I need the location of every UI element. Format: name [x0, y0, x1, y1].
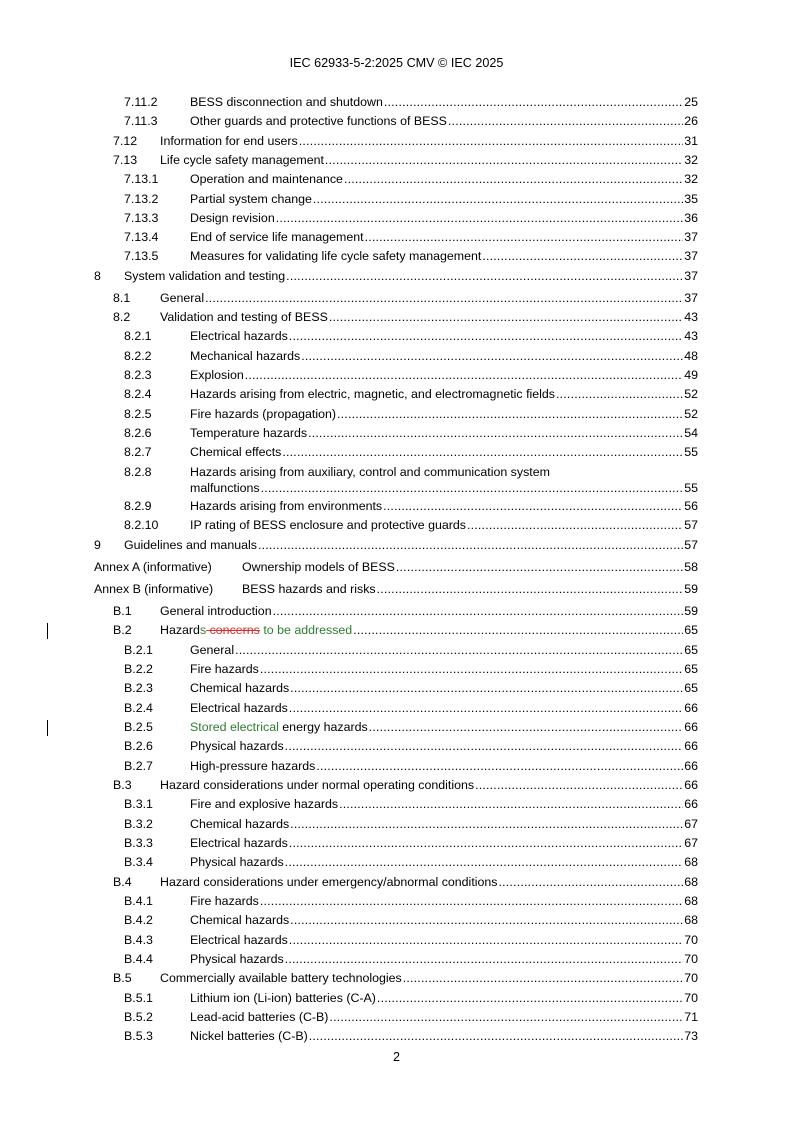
dot-leader: [273, 603, 684, 620]
dot-leader: [235, 642, 683, 659]
toc-title: General: [160, 291, 205, 305]
toc-entry-7-12[interactable]: [0, 133, 793, 150]
dot-leader: [245, 367, 683, 384]
toc-page: 66: [684, 797, 698, 811]
toc-entry-annex-a[interactable]: [0, 559, 793, 576]
toc-entry-b-5-3[interactable]: [0, 1028, 793, 1045]
toc-page: 65: [684, 623, 698, 637]
toc-title: IP rating of BESS enclosure and protective guards: [190, 518, 466, 532]
toc-number: B.4.4: [124, 952, 153, 966]
toc-number: 7.13.2: [124, 192, 159, 206]
toc-title: Explosion: [190, 368, 244, 382]
toc-page: 71: [684, 1010, 698, 1024]
dot-leader: [261, 480, 684, 497]
dot-leader: [316, 758, 683, 775]
dot-leader: [289, 328, 683, 345]
toc-number: 7.13.5: [124, 249, 159, 263]
toc-title: Physical hazards: [190, 739, 284, 753]
toc-entry-b-4-3[interactable]: [0, 932, 793, 949]
toc-entry-b-2[interactable]: [0, 622, 793, 639]
toc-number: 8.2.9: [124, 499, 152, 513]
toc-entry-7-13-4[interactable]: [0, 229, 793, 246]
toc-page: 52: [684, 407, 698, 421]
toc-title: Electrical hazards: [190, 701, 288, 715]
dot-leader: [448, 113, 683, 130]
toc-entry-8-2[interactable]: [0, 309, 793, 326]
toc-number: 7.13: [113, 153, 138, 167]
dot-leader: [384, 94, 683, 111]
toc-page: 59: [684, 604, 698, 618]
toc-entry-8-2-10[interactable]: [0, 517, 793, 534]
toc-title: Nickel batteries (C-B): [190, 1029, 308, 1043]
toc-page: 57: [684, 538, 698, 552]
toc-entry-b-2-3[interactable]: [0, 680, 793, 697]
dot-leader: [475, 777, 683, 794]
toc-page: 68: [684, 855, 698, 869]
toc-number: 8.2.4: [124, 387, 152, 401]
toc-entry-b-3-4[interactable]: [0, 854, 793, 871]
toc-entry-b-5-2[interactable]: [0, 1009, 793, 1026]
toc-title: Physical hazards: [190, 855, 284, 869]
toc-title: Commercially available battery technologies: [160, 971, 402, 985]
toc-page: 70: [684, 991, 698, 1005]
toc-entry-b-3-3[interactable]: [0, 835, 793, 852]
toc-title: Mechanical hazards: [190, 349, 301, 363]
toc-title: System validation and testing: [124, 269, 286, 283]
toc-title: Partial system change: [190, 192, 312, 206]
dot-leader: [344, 171, 683, 188]
toc-number: 8.1: [113, 291, 131, 305]
toc-entry-7-13-3[interactable]: [0, 210, 793, 227]
toc-page: 25: [684, 95, 698, 109]
toc-page: 26: [684, 114, 698, 128]
toc-page: 55: [684, 481, 698, 495]
toc-entry-7-11-3[interactable]: [0, 113, 793, 130]
toc-number: B.3.4: [124, 855, 153, 869]
dot-leader: [396, 559, 683, 576]
toc-page: 52: [684, 387, 698, 401]
dot-leader: [285, 738, 684, 755]
toc-entry-8-2-7[interactable]: [0, 444, 793, 461]
toc-title: Design revision: [190, 211, 275, 225]
toc-number: 8.2.2: [124, 349, 152, 363]
toc-entry-b-3-1[interactable]: [0, 796, 793, 813]
toc-title: Physical hazards: [190, 952, 284, 966]
dot-leader: [369, 719, 684, 736]
toc-page: 43: [684, 329, 698, 343]
toc-number: 8.2.1: [124, 329, 152, 343]
toc-title: BESS disconnection and shutdown: [190, 95, 383, 109]
toc-number: B.1: [113, 604, 132, 618]
toc-page: 43: [684, 310, 698, 324]
toc-page: 37: [684, 269, 698, 283]
toc-page: 57: [684, 518, 698, 532]
toc-title: Electrical hazards: [190, 933, 288, 947]
toc-page: 73: [684, 1029, 698, 1043]
toc-title: Ownership models of BESS: [242, 560, 395, 574]
toc-title: Lead-acid batteries (C-B): [190, 1010, 329, 1024]
toc-number: 7.11.3: [124, 114, 158, 128]
dot-leader: [258, 537, 683, 554]
toc-entry-8-2-1[interactable]: [0, 328, 793, 345]
dot-leader: [556, 386, 683, 403]
toc-entry-8-2-6[interactable]: [0, 425, 793, 442]
toc-title: Validation and testing of BESS: [160, 310, 328, 324]
toc-entry-b-2-6[interactable]: [0, 738, 793, 755]
toc-entry-b-2-4[interactable]: [0, 700, 793, 717]
toc-title: Electrical hazards: [190, 329, 288, 343]
toc-title: Information for end users: [160, 134, 298, 148]
toc-number: B.5.2: [124, 1010, 153, 1024]
toc-entry-8[interactable]: [0, 268, 793, 285]
dot-leader: [285, 951, 684, 968]
toc-entry-b-4[interactable]: [0, 874, 793, 891]
toc-entry-b-4-4[interactable]: [0, 951, 793, 968]
toc-entry-8-2-9[interactable]: [0, 498, 793, 515]
toc-number: 8.2.8: [124, 465, 152, 479]
toc-number: B.4.2: [124, 913, 153, 927]
dot-leader: [325, 152, 683, 169]
toc-number: B.3.1: [124, 797, 153, 811]
toc-title: Lithium ion (Li-ion) batteries (C-A): [190, 991, 376, 1005]
deleted-text: concerns: [206, 623, 260, 637]
dot-leader: [313, 191, 683, 208]
toc-number: Annex B (informative): [94, 582, 214, 596]
toc-page: 35: [684, 192, 698, 206]
toc-title-line2: malfunctions: [190, 481, 260, 495]
dot-leader: [285, 854, 684, 871]
toc-title-line1: Hazards arising from auxiliary, control and communication system: [190, 465, 550, 479]
toc-number: B.4.1: [124, 894, 153, 908]
toc-number: B.2.1: [124, 643, 153, 657]
toc-entry-b-3[interactable]: [0, 777, 793, 794]
toc-number: 7.13.3: [124, 211, 159, 225]
toc-page: 68: [684, 913, 698, 927]
toc-entry-b-1[interactable]: [0, 603, 793, 620]
toc-title: General introduction: [160, 604, 272, 618]
toc-entry-7-13-2[interactable]: [0, 191, 793, 208]
toc-number: B.3.3: [124, 836, 153, 850]
toc-page: 37: [684, 291, 698, 305]
title-base: Hazard: [160, 623, 200, 637]
dot-leader: [301, 348, 683, 365]
toc-page: 48: [684, 349, 698, 363]
toc-number: 8: [94, 269, 101, 283]
toc-number: B.2: [113, 623, 132, 637]
toc-number: B.2.2: [124, 662, 153, 676]
dot-leader: [329, 1009, 683, 1026]
toc-number: 7.13.4: [124, 230, 159, 244]
inserted-text: to be addressed: [259, 623, 353, 637]
toc-page: 68: [684, 894, 698, 908]
toc-page: 66: [684, 759, 698, 773]
dot-leader: [383, 498, 683, 515]
toc-entry-8-2-5[interactable]: [0, 406, 793, 423]
toc-page: 67: [684, 836, 698, 850]
toc-page: 67: [684, 817, 698, 831]
dot-leader: [403, 970, 683, 987]
toc-page: 65: [684, 662, 698, 676]
toc-title: Measures for validating life cycle safety management: [190, 249, 482, 263]
toc-title: Fire and explosive hazards: [190, 797, 339, 811]
toc-number: B.5: [113, 971, 132, 985]
toc-page: 31: [684, 134, 698, 148]
dot-leader: [337, 406, 683, 423]
toc-title: BESS hazards and risks: [242, 582, 376, 596]
toc-number: B.2.6: [124, 739, 153, 753]
toc-page: 58: [684, 560, 698, 574]
dot-leader: [365, 229, 684, 246]
toc-title: Fire hazards: [190, 894, 259, 908]
toc-page: 70: [684, 971, 698, 985]
toc-title: Chemical effects: [190, 445, 282, 459]
toc-entry-7-13-1[interactable]: [0, 171, 793, 188]
toc-number: B.4.3: [124, 933, 153, 947]
toc-number: B.5.1: [124, 991, 153, 1005]
dot-leader: [289, 932, 683, 949]
page-header: IEC 62933-5-2:2025 CMV © IEC 2025: [289, 56, 504, 70]
inserted-text: Stored electrical: [190, 720, 279, 734]
toc-title: Chemical hazards: [190, 913, 290, 927]
toc-title: End of service life management: [190, 230, 364, 244]
toc-entry-b-5-1[interactable]: [0, 990, 793, 1007]
dot-leader: [377, 990, 683, 1007]
toc-entry-b-2-2[interactable]: [0, 661, 793, 678]
toc-number: B.2.5: [124, 720, 153, 734]
toc-entry-7-13[interactable]: [0, 152, 793, 169]
toc-page: 49: [684, 368, 698, 382]
toc-title: Operation and maintenance: [190, 172, 343, 186]
dot-leader: [289, 700, 683, 717]
dot-leader: [286, 268, 683, 285]
dot-leader: [308, 425, 683, 442]
dot-leader: [276, 210, 683, 227]
dot-leader: [289, 835, 683, 852]
toc-entry-b-2-1[interactable]: [0, 642, 793, 659]
dot-leader: [290, 912, 683, 929]
toc-page: 66: [684, 739, 698, 753]
inserted-text: s: [199, 623, 207, 637]
dot-leader: [282, 444, 683, 461]
dot-leader: [339, 796, 683, 813]
dot-leader: [467, 517, 683, 534]
toc-page: 68: [684, 875, 698, 889]
toc-title: Hazards arising from electric, magnetic, and electromagnetic fields: [190, 387, 555, 401]
toc-page: 55: [684, 445, 698, 459]
toc-page: 54: [684, 426, 698, 440]
toc-entry-8-1[interactable]: [0, 290, 793, 307]
toc-entry-b-4-1[interactable]: [0, 893, 793, 910]
toc-title: Temperature hazards: [190, 426, 308, 440]
toc-number: 8.2.7: [124, 445, 152, 459]
toc-number: 8.2: [113, 310, 131, 324]
toc-page: 65: [684, 681, 698, 695]
dot-leader: [377, 581, 684, 598]
toc-number: B.2.7: [124, 759, 153, 773]
toc-title: High-pressure hazards: [190, 759, 316, 773]
toc-title: Guidelines and manuals: [124, 538, 257, 552]
toc-title: Hazard considerations under emergency/abnormal conditions: [160, 875, 498, 889]
toc-number: Annex A (informative): [94, 560, 212, 574]
toc-page: 32: [684, 172, 698, 186]
toc-title: Chemical hazards: [190, 681, 290, 695]
toc-page: 56: [684, 499, 698, 513]
toc-title: Electrical hazards: [190, 836, 288, 850]
toc-entry-b-3-2[interactable]: [0, 816, 793, 833]
toc-page: 66: [684, 720, 698, 734]
dot-leader: [205, 290, 683, 307]
dot-leader: [299, 133, 683, 150]
toc-number: B.2.4: [124, 701, 153, 715]
toc-number: B.3.2: [124, 817, 153, 831]
toc-page: 37: [684, 249, 698, 263]
toc-entry-b-4-2[interactable]: [0, 912, 793, 929]
toc-title: Hazards arising from environments: [190, 499, 383, 513]
toc-title: Hazard considerations under normal operating conditions: [160, 778, 475, 792]
page-number: 2: [392, 1050, 400, 1064]
dot-leader: [290, 816, 683, 833]
toc-entry-8-2-3[interactable]: [0, 367, 793, 384]
toc-entry-8-2-8[interactable]: [0, 464, 793, 500]
toc-number: B.4: [113, 875, 132, 889]
toc-page: 32: [684, 153, 698, 167]
toc-number: 7.11.2: [124, 95, 158, 109]
toc-page: 70: [684, 952, 698, 966]
dot-leader: [353, 622, 683, 639]
toc-title: Other guards and protective functions of BESS: [190, 114, 447, 128]
toc-number: B.3: [113, 778, 132, 792]
toc-entry-b-5[interactable]: [0, 970, 793, 987]
toc-title: Fire hazards: [190, 662, 259, 676]
toc-entry-7-13-5[interactable]: [0, 248, 793, 265]
dot-leader: [260, 661, 683, 678]
toc-number: 7.12: [113, 134, 138, 148]
toc-entry-8-2-2[interactable]: [0, 348, 793, 365]
dot-leader: [499, 874, 684, 891]
toc-page: 65: [684, 643, 698, 657]
toc-number: 8.2.3: [124, 368, 152, 382]
dot-leader: [309, 1028, 683, 1045]
toc-entry-9[interactable]: [0, 537, 793, 554]
toc-entry-7-11-2[interactable]: [0, 94, 793, 111]
toc-number: 9: [94, 538, 101, 552]
toc-number: 8.2.5: [124, 407, 152, 421]
toc-title: [160, 622, 352, 639]
dot-leader: [260, 893, 683, 910]
toc-title: [190, 719, 368, 736]
toc-entry-annex-b[interactable]: [0, 581, 793, 598]
toc-number: 8.2.10: [124, 518, 159, 532]
toc-page: 66: [684, 778, 698, 792]
toc-number: 7.13.1: [124, 172, 159, 186]
toc-title: Chemical hazards: [190, 817, 290, 831]
dot-leader: [290, 680, 683, 697]
toc-page: 59: [684, 582, 698, 596]
toc-title: Life cycle safety management: [160, 153, 324, 167]
toc-entry-b-2-7[interactable]: [0, 758, 793, 775]
toc-entry-8-2-4[interactable]: [0, 386, 793, 403]
toc-entry-b-2-5[interactable]: [0, 719, 793, 736]
toc-number: 8.2.6: [124, 426, 152, 440]
toc-title: General: [190, 643, 235, 657]
title-rest: energy hazards: [278, 720, 368, 734]
toc-title: Fire hazards (propagation): [190, 407, 337, 421]
toc-page: 36: [684, 211, 698, 225]
toc-page: 70: [684, 933, 698, 947]
toc-page: 37: [684, 230, 698, 244]
dot-leader: [482, 248, 683, 265]
dot-leader: [329, 309, 683, 326]
toc-number: B.2.3: [124, 681, 153, 695]
toc-number: B.5.3: [124, 1029, 153, 1043]
toc-page: 66: [684, 701, 698, 715]
